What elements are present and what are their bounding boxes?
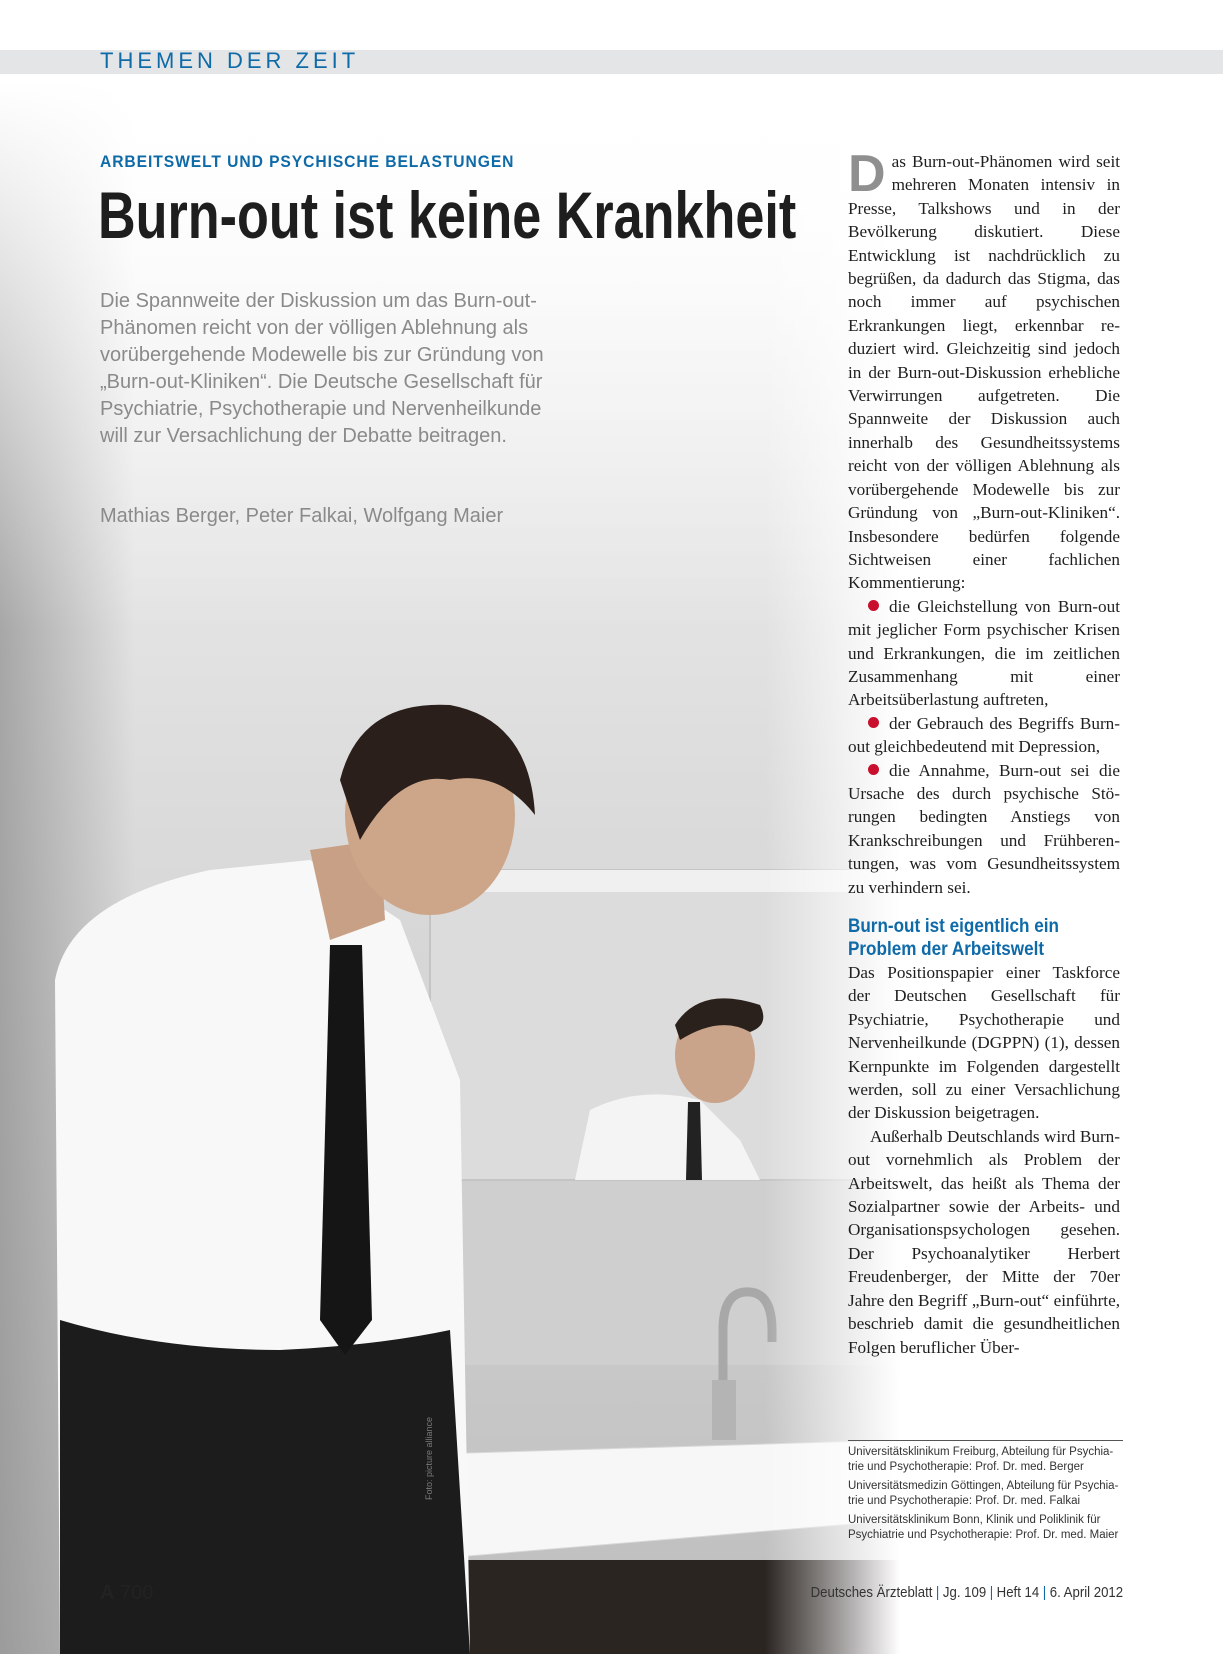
list-item: die Gleichstellung von Burn-out mit jeglicher Form psychischer Krisen und Erkrankungen, die im zeitlichen Zusammenhang mit einer Arbeitsüberlastung auftreten,: [848, 596, 1120, 710]
affiliation: Universitätsklinikum Freiburg, Abteilung für Psychiatrie und Psychotherapie: Prof. Dr. med. Berger: [848, 1446, 1114, 1473]
intro-text: as Burn-out-Phänomen wird seit mehreren Monaten intensiv in Presse, Talkshows und in der Bevölkerung diskutiert. Diese Entwicklung ist nachdrücklich zu begrüßen, da dadurch das Stigma, das noch immer auf psychischen Erkrankungen liegt, erkennbar reduziert wird. Gleichzeitig sind jedoch in der Burn-out-Diskussion erhebliche Verwirrungen aufgetreten. Die Spannweite der Diskussion auch innerhalb des Gesundheitssystems reicht von der völligen Ablehnung als vorübergehende Modewelle bis zur Gründung von „Burn-out-Kliniken“. Insbesondere bedürfen folgende Sichtweisen einer fachlichen Kommentierung:: [848, 152, 1120, 593]
bullet-icon: [868, 717, 879, 728]
article-kicker: ARBEITSWELT UND PSYCHISCHE BELASTUNGEN: [100, 152, 515, 171]
bullet-icon: [868, 764, 879, 775]
page-number: A 700: [100, 1582, 154, 1604]
journal-footer: Deutsches Ärzteblatt | Jg. 109 | Heft 14 | 6. April 2012: [810, 1584, 1123, 1601]
bullet-list: [848, 595, 1120, 899]
affiliations: [848, 1440, 1123, 1543]
body-paragraph: Außerhalb Deutschlands wird Burn-out vornehmlich als Problem der Arbeitswelt, das heißt als Thema der Sozialpartner sowie der Arbeits- und Organisationspsychologen gesehen. Der Psychoanalytiker Herbert Freudenberger, der Mitte der 70er Jahre den Begriff „Burn-out“ einführte, beschrieb damit die gesundheitlichen Folgen beruflicher Über-: [848, 1126, 1120, 1357]
affiliation: Universitätsklinikum Bonn, Klinik und Poliklinik für Psychiatrie und Psychotherapie: Prof. Dr. med. Maier: [848, 1514, 1119, 1541]
bullet-icon: [868, 600, 879, 611]
intro-paragraph: [848, 145, 1120, 595]
list-item: die Annahme, Burn-out sei die Ursache des durch psychische Störungen bedingten Anstiegs von Krankschreibungen und Frühberentungen, was vom Gesundheitssystem zu verhindern sei.: [848, 760, 1120, 897]
article-authors: Mathias Berger, Peter Falkai, Wolfgang Maier: [100, 505, 504, 527]
subheading: Burn-out ist eigentlich ein Problem der Arbeitswelt: [848, 916, 1059, 960]
article-lead: [100, 288, 570, 450]
article-body: [848, 145, 1120, 1359]
article-title: Burn-out ist keine Krankheit: [98, 178, 797, 252]
list-item: der Gebrauch des Begriffs Burn-out gleichbedeutend mit Depression,: [848, 713, 1120, 757]
photo-credit: Foto: picture alliance: [424, 1416, 434, 1500]
body-paragraph: Das Positionspapier einer Taskforce der Deutschen Gesellschaft für Psychiatrie, Psychotherapie und Nervenheilkunde (DGPPN) (1), dessen Kernpunkte im Folgenden dargestellt werden, soll zu einer Versachlichung der Diskussion beigetragen.: [848, 963, 1120, 1123]
drop-cap: D: [848, 145, 886, 203]
affiliation: Universitätsmedizin Göttingen, Abteilung für Psychiatrie und Psychotherapie: Prof. Dr. med. Falkai: [848, 1480, 1119, 1507]
lead-paragraph: Die Spannweite der Diskussion um das Burn-out-Phänomen reicht von der völligen Ablehnung als vorübergehende Modewelle bis zur Gründung von „Burn-out-Kliniken“. Die Deutsche Gesellschaft für Psychiatrie, Psychotherapie und Nervenheilkunde will zur Versachlichung der Debatte beitragen.: [100, 290, 544, 447]
section-label: THEMEN DER ZEIT: [100, 48, 360, 73]
